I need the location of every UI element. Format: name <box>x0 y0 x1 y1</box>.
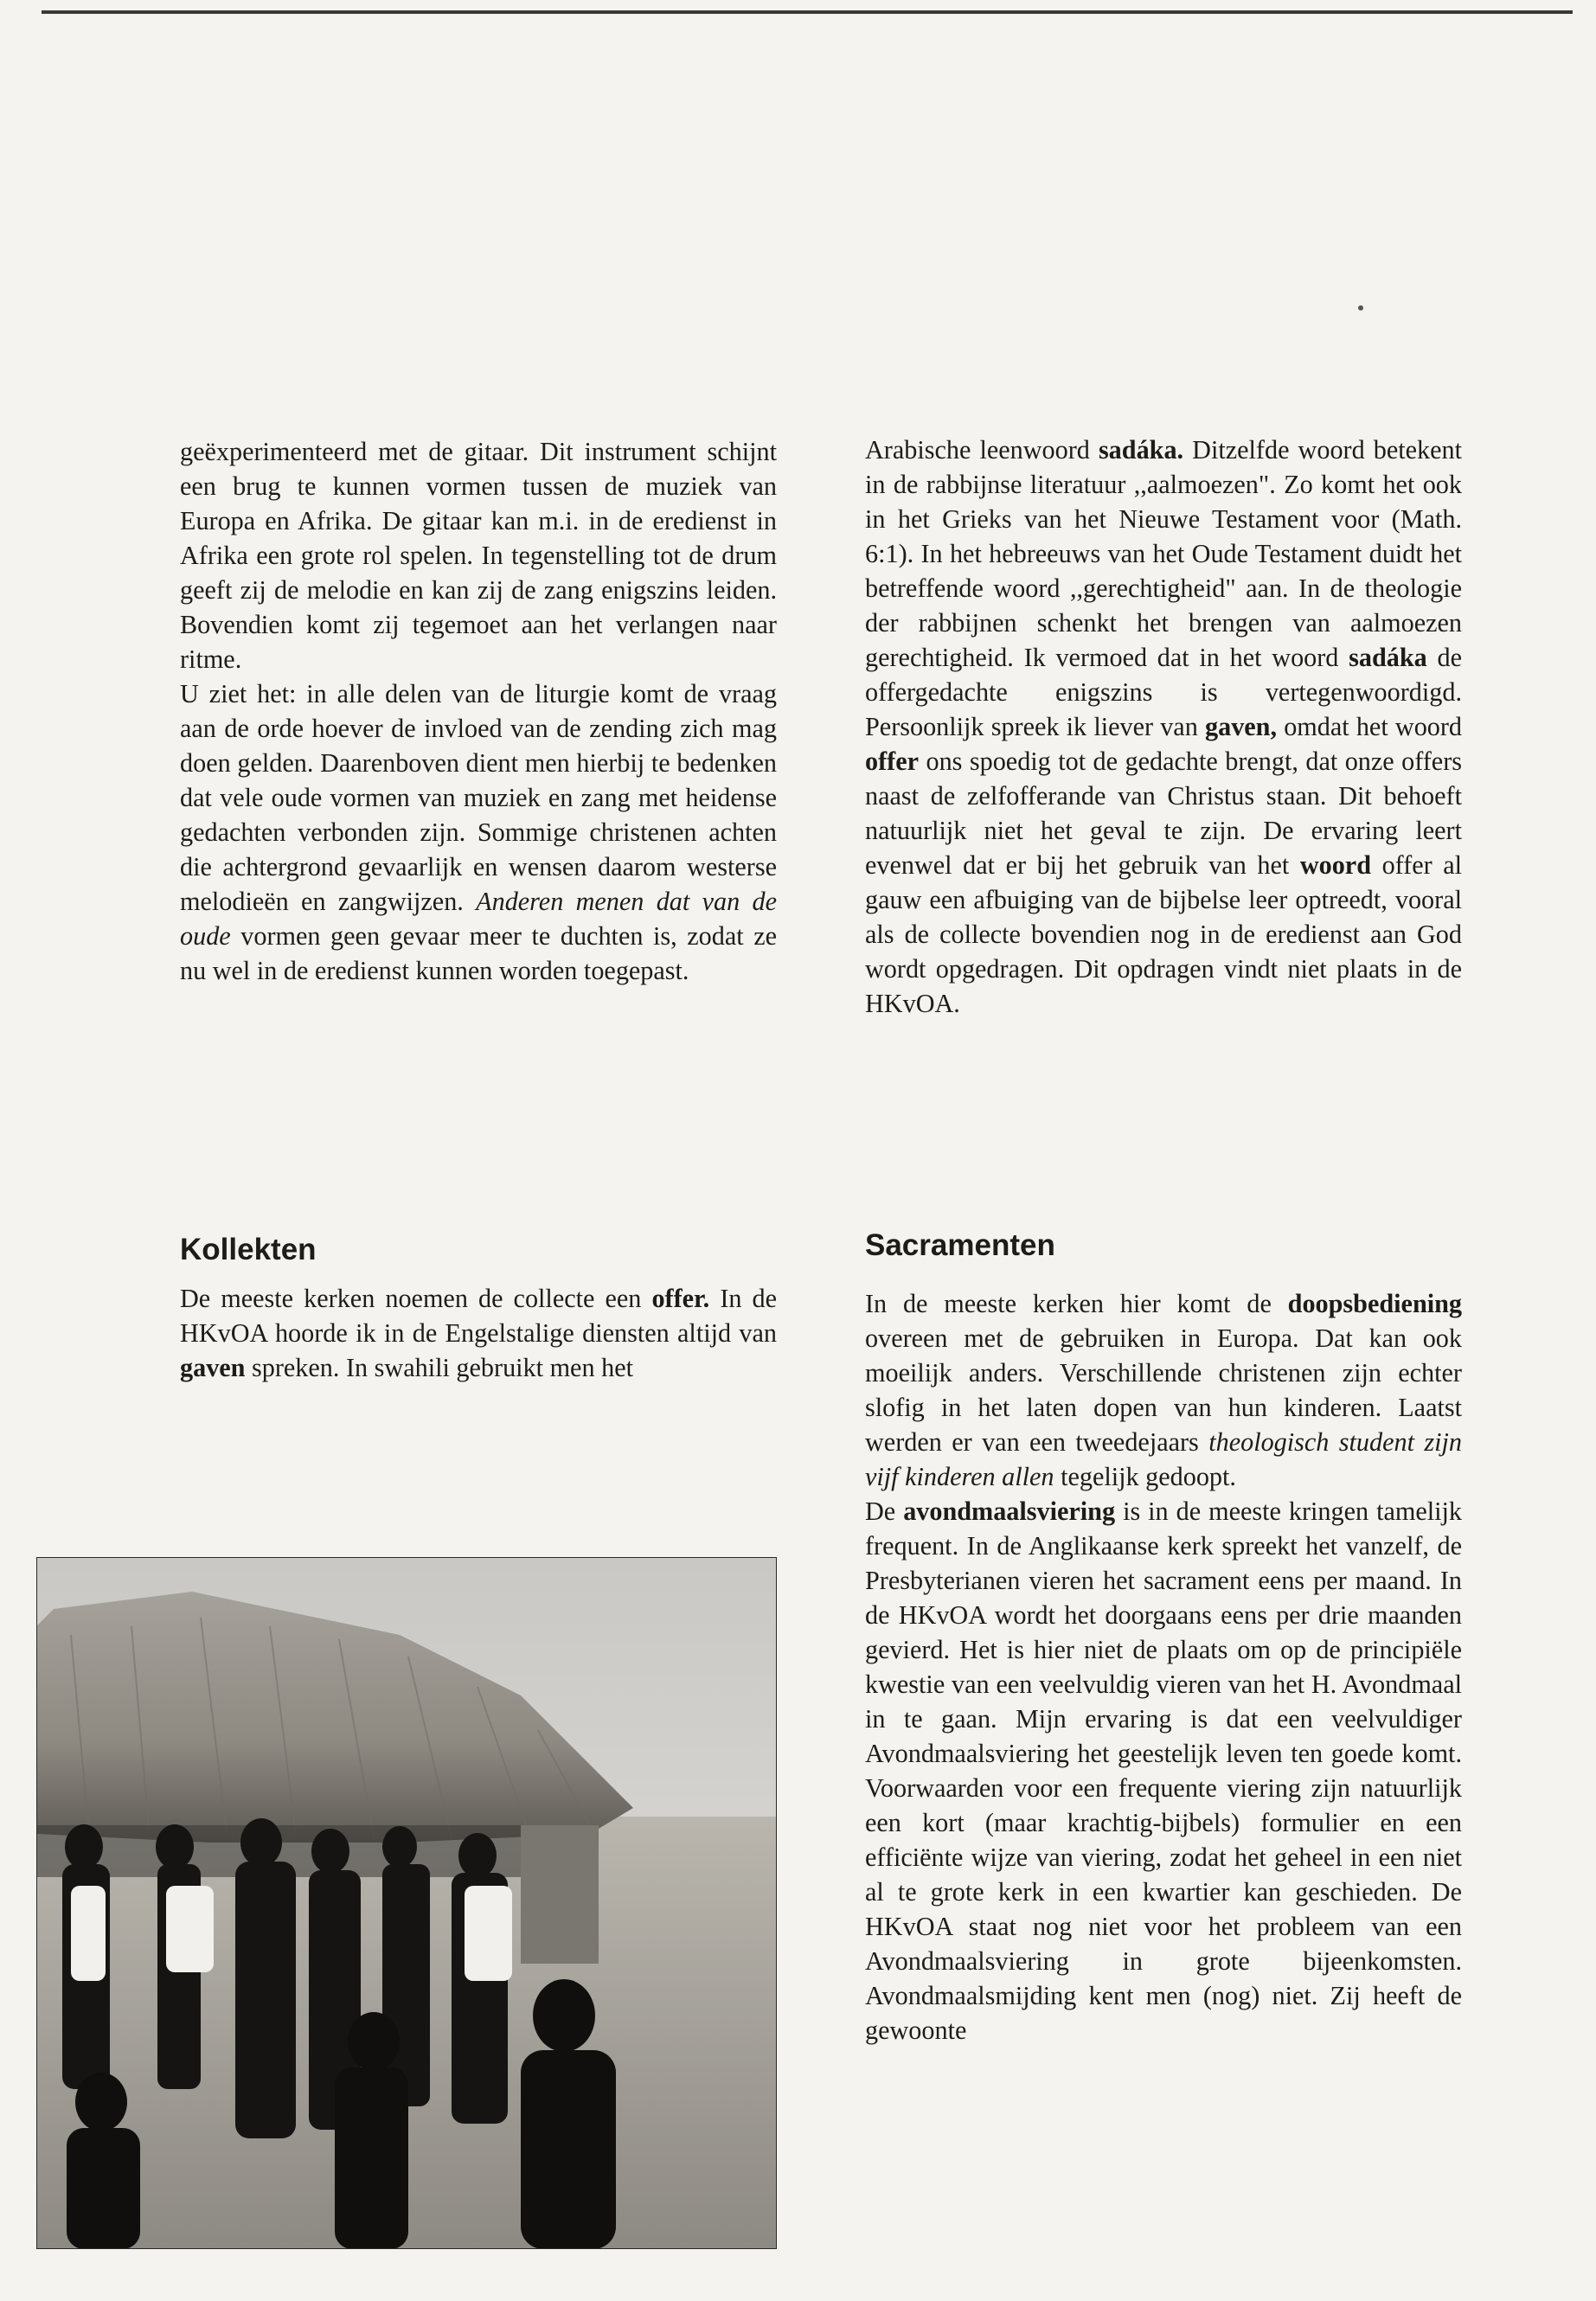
left-column-upper <box>180 434 777 988</box>
paragraph-doop: In de meeste kerken hier komt de doopsbediening overeen met de gebruiken in Europa. Dat kan ook moeilijk anders. Verschillende christenen zijn echter slofig in het laten dopen van hun kinderen. Laatst werden er van een tweedejaars theologisch student zijn vijf kinderen allen tegelijk gedoopt. <box>865 1289 1463 1491</box>
left-column-lower <box>180 1281 777 1385</box>
heading-sacramenten: Sacramenten <box>865 1228 1055 1262</box>
top-rule <box>42 10 1573 14</box>
paragraph-avondmaal: De avondmaalsviering is in de meeste kringen tamelijk frequent. In de Anglikaanse kerk spreekt het vanzelf, de Presbyterianen vieren het sacrament eens per maand. In de HKvOA wordt het doorgaans eens per drie maanden gevierd. Het is hier niet de plaats om op de principiële kwestie van een veelvuldig vieren van het H. Avondmaal in te gaan. Mijn ervaring is dat een veelvuldiger Avondmaalsviering het geestelijk leven ten goede komt. Voorwaarden voor een frequente viering zijn natuurlijk een kort (maar krachtig-bijbels) formulier en een efficiënte wijze van viering, zodat het geheel in een niet al te grote kerk in een kwartier kan geschieden. De HKvOA staat nog niet voor het probleem van een Avondmaalsviering in grote bijeenkomsten. Avondmaalsmijding kent men (nog) niet. Zij heeft de gewoonte <box>865 1497 1463 2045</box>
paragraph-kollekten: De meeste kerken noemen de collecte een offer. In de HKvOA hoorde ik in de Engelstalige diensten altijd van gaven spreken. In swahili gebruikt men het <box>180 1284 778 1382</box>
paragraph-gitaar: geëxperimenteerd met de gitaar. Dit instrument schijnt een brug te kunnen vormen tussen de muziek van Europa en Afrika. De gitaar kan m.i. in de eredienst in Afrika een grote rol spelen. In tegenstelling tot de drum geeft zij de melodie en kan zij de zang enigszins leiden. Bovendien komt zij tegemoet aan het verlangen naar ritme. <box>180 437 777 674</box>
paragraph-sadaka: Arabische leenwoord sadáka. Ditzelfde woord betekent in de rabbijnse literatuur ,,aalmoezen". Zo komt het ook in het Grieks van het Nieuwe Testament voor (Math. 6:1). In het hebreeuws van het Oude Testament duidt het betreffende woord ,,gerechtigheid" aan. In de theologie der rabbijnen schenkt het brengen van aalmoezen gerechtigheid. Ik vermoed dat in het woord sadáka de offergedachte enigszins is vertegenwoordigd. Persoonlijk spreek ik liever van gaven, omdat het woord offer ons spoedig tot de gedachte brengt, dat onze offers naast de zelfofferande van Christus staan. Dit behoeft natuurlijk niet het geval te zijn. De ervaring leert evenwel dat er bij het gebruik van het woord offer al gauw een afbuiging van de bijbelse leer optreedt, vooral als de collecte bovendien nog in de eredienst aan God wordt opgedragen. Dit opdragen vindt niet plaats in de HKvOA. <box>865 435 1463 1018</box>
photograph-hut-gathering <box>36 1557 777 2249</box>
right-column-upper <box>865 433 1462 1021</box>
right-column-lower <box>865 1286 1462 2048</box>
print-speck <box>1358 305 1363 311</box>
photo-illustration <box>36 1557 777 2249</box>
paragraph-liturgie: U ziet het: in alle delen van de liturgie komt de vraag aan de orde hoever de invloed van de zending zich mag doen gelden. Daarenboven dient men hierbij te bedenken dat vele oude vormen van muziek en zang met heidense gedachten verbonden zijn. Sommige christenen achten die achtergrond gevaarlijk en wensen daarom westerse melodieën en zangwijzen. Anderen menen dat van de oude vormen geen gevaar meer te duchten is, zodat ze nu wel in de eredienst kunnen worden toegepast. <box>180 679 777 985</box>
heading-kollekten: Kollekten <box>180 1233 317 1266</box>
